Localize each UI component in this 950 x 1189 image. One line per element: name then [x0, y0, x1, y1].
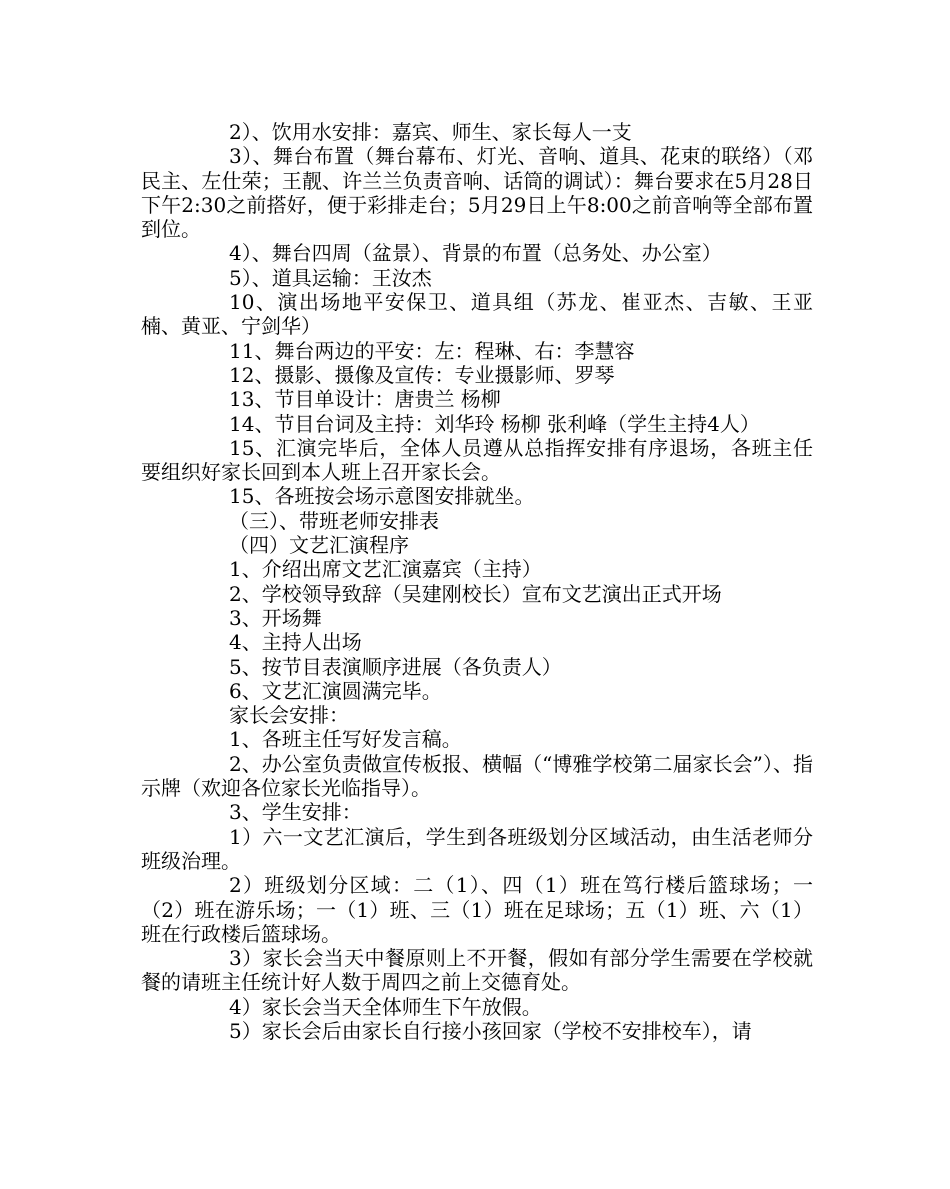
paragraph-photography: 12、摄影、摄像及宣传：专业摄影师、罗琴: [229, 362, 615, 387]
paragraph-stage-sides: 11、舞台两边的平安：左：程琳、右：李慧容: [229, 338, 635, 363]
paragraph-hosts: 14、节目台词及主持：刘华玲 杨柳 张利峰（学生主持4人）: [229, 411, 760, 436]
paragraph-stage-surroundings: 4）、舞台四周（盆景）、背景的布置（总务处、办公室）: [229, 241, 722, 266]
student-item-3: 3）家长会当天中餐原则上不开餐，假如有部分学生需要在学校就餐的请班主任统计好人数于周四之前上交德育处。: [141, 946, 813, 995]
meeting-item-2: 2、办公室负责做宣传板报、横幅（“博雅学校第二届家长会”）、指示牌（欢迎各位家长光临指导）。: [141, 751, 813, 801]
list-item-4: 4、主持人出场: [229, 630, 362, 655]
list-item-6: 6、文艺汇演圆满完毕。: [229, 678, 442, 703]
meeting-item-1: 1、各班主任写好发言稿。: [229, 727, 462, 752]
paragraph-security: 10、演出场地平安保卫、道具组（苏龙、崔亚杰、吉敏、王亚楠、黄亚、宁剑华）: [141, 290, 813, 339]
paragraph-stage-setup: 3）、舞台布置（舞台幕布、灯光、音响、道具、花束的联络）（邓民主、左仕荣；王靓、许兰兰负责音响、话筒的调试）：舞台要求在5月28日下午2:30之前搭好，便于彩排走台；5月29日上午8:00之前音响等全部布置到位。: [141, 144, 813, 242]
paragraph-program-design: 13、节目单设计：唐贵兰 杨柳: [229, 387, 501, 412]
list-item-1: 1、介绍出席文艺汇演嘉宾（主持）: [229, 557, 542, 582]
document-body: [141, 120, 813, 1043]
section-heading-parent-meeting: 家长会安排：: [229, 703, 349, 728]
paragraph-props-transport: 5）、道具运输：王汝杰: [229, 265, 432, 290]
paragraph-seating: 15、各班按会场示意图安排就坐。: [229, 484, 535, 509]
list-item-2: 2、学校领导致辞（吴建刚校长）宣布文艺演出正式开场: [229, 581, 722, 606]
student-item-4: 4）家长会当天全体师生下午放假。: [229, 994, 542, 1019]
student-item-2: 2）班级划分区域：二（1）、四（1）班在笃行楼后篮球场；一（2）班在游乐场；一（1）班、三（1）班在足球场；五（1）班、六（1）班在行政楼后篮球场。: [141, 873, 813, 946]
list-item-5: 5、按节目表演顺序进展（各负责人）: [229, 654, 562, 679]
section-heading-teachers: （三）、带班老师安排表: [229, 508, 439, 533]
meeting-item-3: 3、学生安排：: [229, 800, 362, 825]
student-item-5: 5）家长会后由家长自行接小孩回家（学校不安排校车），请: [229, 1018, 752, 1043]
student-item-1: 1）六一文艺汇演后，学生到各班级划分区域活动，由生活老师分班级治理。: [141, 824, 813, 873]
section-heading-program: （四）文艺汇演程序: [229, 533, 409, 558]
paragraph-water: 2）、饮用水安排：嘉宾、师生、家长每人一支: [229, 120, 632, 144]
paragraph-exit: 15、汇演完毕后，全体人员遵从总指挥安排有序退场，各班主任要组织好家长回到本人班上召开家长会。: [141, 435, 813, 485]
list-item-3: 3、开场舞: [229, 605, 322, 630]
